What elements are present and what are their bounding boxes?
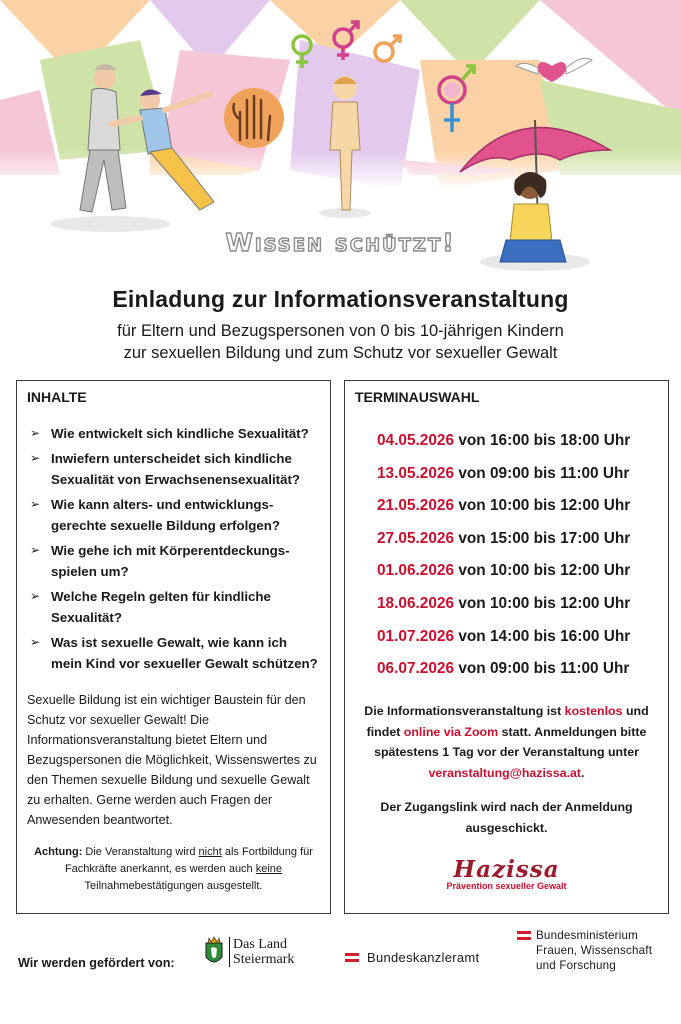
time-range: von 14:00 bis 16:00 Uhr: [458, 627, 631, 645]
arrow-bullet-icon: ➢: [30, 635, 41, 649]
notice-part-3: Teilnahmebestätigungen ausgestellt.: [84, 880, 263, 892]
ministry-line-3: und Forschung: [536, 959, 616, 972]
arrow-bullet-icon: ➢: [30, 543, 41, 557]
free-highlight: kostenlos: [564, 704, 623, 719]
time-range: von 15:00 bis 17:00 Uhr: [458, 529, 631, 547]
date: 01.06.2026: [377, 562, 455, 580]
date: 27.05.2026: [377, 529, 455, 547]
arrow-bullet-icon: ➢: [30, 451, 41, 465]
access-link-note: Der Zugangslink wird nach der Anmeldung ausgeschickt.: [380, 800, 633, 835]
date: 01.07.2026: [377, 627, 455, 645]
list-item: [27, 540, 320, 582]
info-part-1: Die Informationsveranstaltung ist: [364, 704, 562, 719]
topic-text: Wie kann alters- und entwicklungs-gerechte sexuelle Bildung erfolgen?: [51, 497, 281, 533]
registration-email-link[interactable]: veranstaltung@hazissa.at: [428, 765, 582, 780]
date-row: [355, 561, 658, 581]
list-item: [27, 586, 320, 628]
date-row: [355, 594, 658, 614]
bundeskanzleramt-logo: [345, 950, 479, 965]
date: 18.06.2026: [377, 594, 455, 612]
time-range: von 09:00 bis 11:00 Uhr: [458, 464, 630, 482]
info-part-4: .: [581, 765, 585, 780]
hazissa-logo: [432, 856, 582, 891]
zoom-highlight: online via Zoom: [403, 724, 499, 739]
notice-part-2: als Fortbildung für Fachkräfte anerkannt, es werden auch: [64, 846, 313, 875]
date-row: [355, 431, 658, 451]
notice-none: keine: [255, 863, 283, 875]
topic-text: Welche Regeln gelten für kindliche Sexualität?: [51, 589, 271, 625]
notice-label: Achtung:: [34, 846, 83, 858]
info-part-3: statt. Anmeldungen bitte spätestens 1 Tag vor der Veranstaltung unter: [374, 724, 647, 760]
date-row: [355, 659, 658, 679]
date-row: [355, 529, 658, 549]
slogan: Wissen schützt!: [225, 228, 456, 257]
arrow-bullet-icon: ➢: [30, 497, 41, 511]
hero-illustration: [0, 0, 681, 280]
steiermark-logo: [203, 932, 294, 972]
ministry-line-1: Bundesministerium: [536, 929, 638, 942]
subtitle-line-2: zur sexuellen Bildung und zum Schutz vor sexueller Gewalt: [123, 344, 558, 362]
time-range: von 10:00 bis 12:00 Uhr: [458, 594, 631, 612]
date-row: [355, 464, 658, 484]
bundeskanzleramt-text: Bundeskanzleramt: [367, 950, 480, 965]
list-item: [27, 448, 320, 490]
registration-info: [355, 701, 658, 783]
hazissa-tagline: Prävention sexueller Gewalt: [446, 881, 567, 892]
page-subtitle: [0, 320, 681, 364]
steiermark-line-2: Steiermark: [233, 952, 295, 967]
subtitle-line-1: für Eltern und Bezugspersonen von 0 bis 10-jährigen Kindern: [117, 322, 564, 340]
date-row: [355, 627, 658, 647]
notice-part-1: Die Veranstaltung wird: [85, 846, 196, 858]
schedule-box: [344, 380, 669, 914]
steiermark-crest-icon: [203, 935, 225, 969]
time-range: von 10:00 bis 12:00 Uhr: [458, 562, 631, 580]
time-range: von 10:00 bis 12:00 Uhr: [458, 497, 631, 515]
date: 06.07.2026: [377, 660, 455, 678]
funded-by-label: Wir werden gefördert von:: [18, 956, 175, 970]
contents-box: [16, 380, 331, 914]
topic-text: Inwiefern unterscheidet sich kindliche Sexualität von Erwachsenensexualität?: [51, 451, 301, 487]
list-item: [27, 423, 320, 444]
arrow-bullet-icon: ➢: [30, 426, 41, 440]
date-row: [355, 496, 658, 516]
topic-text: Wie entwickelt sich kindliche Sexualität?: [51, 426, 309, 441]
intro-text: Sexuelle Bildung ist ein wichtiger Baustein für den Schutz vor sexueller Gewalt! Die Informationsveranstaltung bietet Eltern und Bezugspersonen die Möglichkeit, Wissenswertes zu den Themen sexuelle Bildung und sexuelle Gewalt zu erhalten. Gerne werden auch Fragen der Anwesenden beantwortet.: [27, 693, 317, 827]
notice-text: [27, 844, 320, 895]
time-range: von 16:00 bis 18:00 Uhr: [458, 432, 631, 449]
list-item: [27, 632, 320, 674]
info-part-2: und findet: [366, 704, 649, 739]
ministry-logo: [517, 928, 652, 973]
topic-text: Was ist sexuelle Gewalt, wie kann ich mein Kind vor sexueller Gewalt schützen?: [51, 635, 318, 671]
list-item: [27, 494, 320, 536]
date: 04.05.2026: [377, 432, 455, 449]
contents-heading: INHALTE: [27, 389, 87, 405]
topic-text: Wie gehe ich mit Körperentdeckungs-spielen um?: [51, 543, 290, 579]
austria-flag-icon: [345, 953, 359, 962]
date-list: [355, 431, 658, 679]
austria-flag-icon: [517, 931, 531, 940]
hand-icon: [224, 88, 284, 148]
date: 13.05.2026: [377, 464, 455, 482]
date: 21.05.2026: [377, 497, 455, 515]
time-range: von 09:00 bis 11:00 Uhr: [458, 660, 630, 678]
schedule-heading: TERMINAUSWAHL: [355, 389, 480, 405]
steiermark-line-1: Das Land: [233, 937, 288, 952]
page-title: Einladung zur Informationsveranstaltung: [112, 286, 569, 312]
notice-not: nicht: [198, 846, 222, 858]
ministry-line-2: Frauen, Wissenschaft: [536, 944, 653, 957]
topic-list: [27, 423, 320, 674]
arrow-bullet-icon: ➢: [30, 589, 41, 603]
steiermark-text: [229, 937, 294, 967]
hazissa-logo-word: Hazissa: [453, 856, 560, 884]
